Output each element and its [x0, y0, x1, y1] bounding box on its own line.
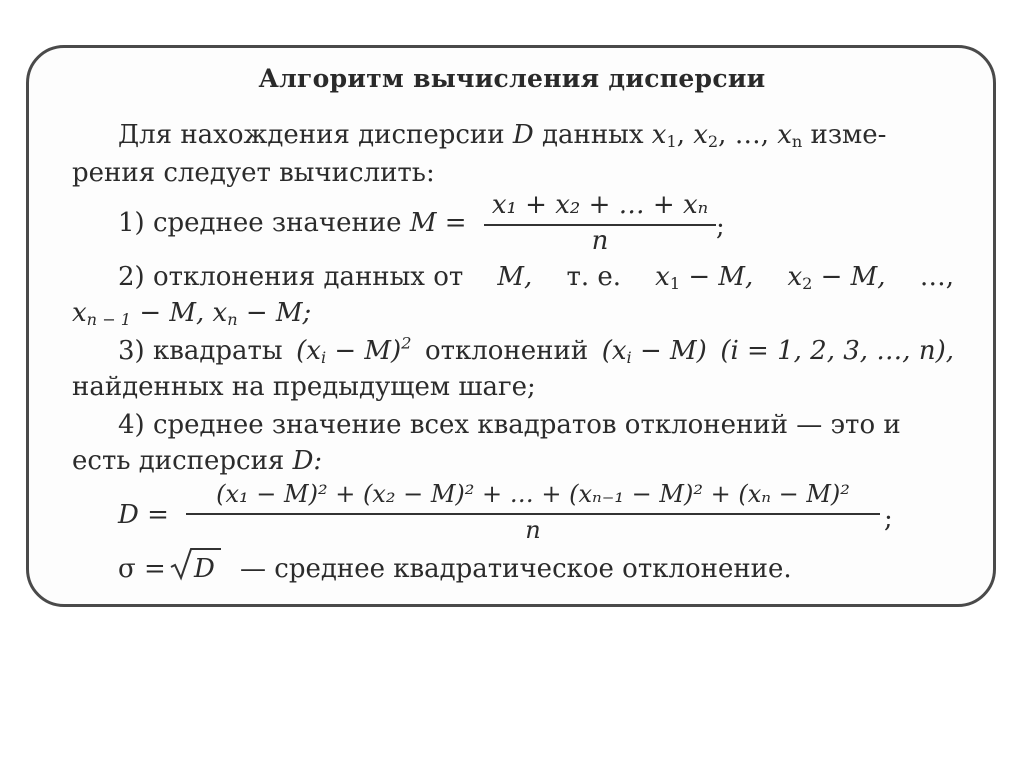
step1-fraction — [484, 192, 716, 256]
intro-text: Для нахождения дисперсии D данных $x_1$, $x_2$, …, $x_n$ изме- — [118, 120, 887, 152]
step2-line-1: 2) отклонения данных от M, т. е. $x_1 - M$, $x_2 - M$, …, — [118, 262, 954, 294]
fraction-bar — [186, 513, 880, 515]
formula-d-lhs: D = — [118, 500, 169, 530]
step1-numerator: x₁ + x₂ + … + xₙ — [491, 190, 709, 220]
step2-line-2: $x_{n - 1} - M$, $x_n - M$; — [72, 298, 312, 330]
step4-line-2: есть дисперсия D: — [72, 446, 323, 476]
sigma-radicand: D — [194, 554, 215, 584]
step4-line-1: 4) среднее значение всех квадратов отклонений — это и — [118, 410, 901, 440]
formula-d-numerator: (x₁ − M)² + (x₂ − M)² + … + (xₙ₋₁ − M)² + (xₙ − M)² — [216, 480, 850, 508]
sigma-text: — среднее квадратическое отклонение. — [240, 554, 792, 584]
step3-line-1: 3) квадраты $(x_i - M)^2$ отклонений $(x_i - M)$ (i = 1, 2, 3, …, n), — [118, 333, 954, 368]
step1-denominator: n — [591, 226, 609, 256]
intro-line-1 — [118, 120, 954, 152]
step1-end: ; — [716, 212, 725, 242]
page-title: Алгоритм вычисления дисперсии — [258, 64, 766, 93]
step3-line-2: найденных на предыдущем шаге; — [72, 372, 536, 402]
formula-d-denominator: n — [525, 516, 541, 544]
sigma-lhs: σ = — [118, 554, 166, 584]
formula-d-fraction — [186, 480, 880, 546]
intro-line-2: рения следует вычислить: — [72, 158, 435, 188]
step1-label: 1) среднее значение M = — [118, 208, 467, 238]
formula-d-end: ; — [884, 504, 893, 534]
